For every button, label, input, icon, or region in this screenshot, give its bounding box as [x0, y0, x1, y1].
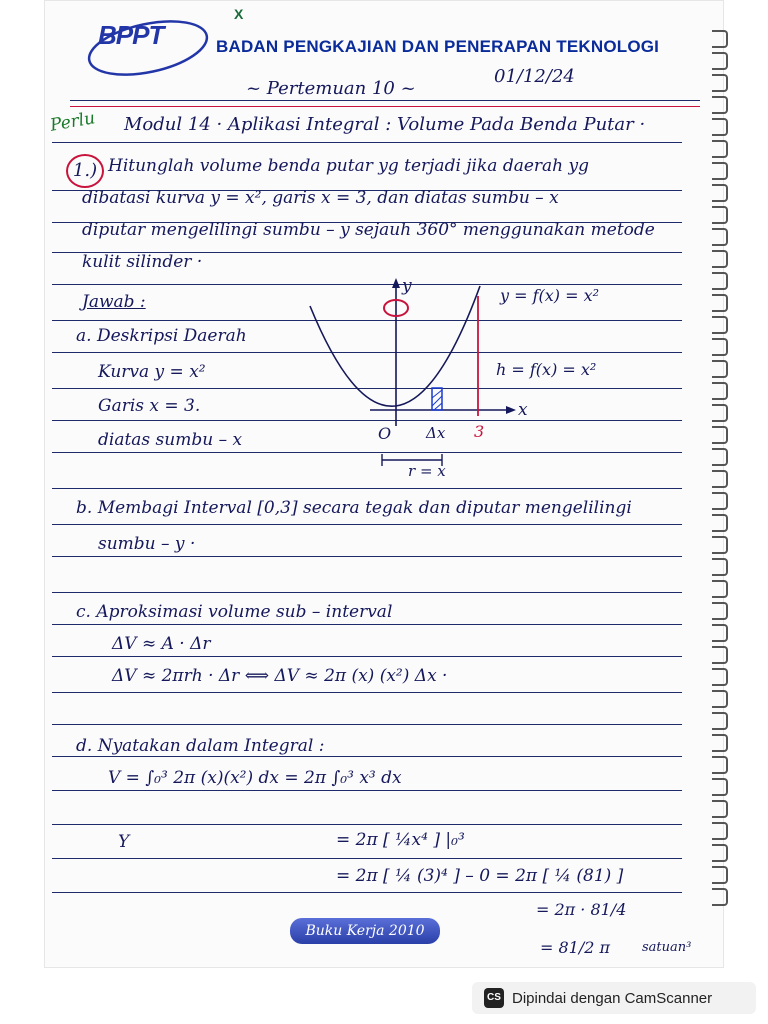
spiral-ring: [712, 316, 728, 334]
origin-label: O: [378, 424, 392, 443]
camscanner-watermark: [472, 982, 756, 1014]
problem-line: dibatasi kurva y = x², garis x = 3, dan diatas sumbu – x: [82, 188, 559, 208]
spiral-ring: [712, 756, 728, 774]
rule-line: [52, 892, 682, 893]
integral-line: = 2π [ ¼ (3)⁴ ] – 0 = 2π [ ¼ (81) ]: [336, 866, 624, 886]
spiral-ring: [712, 778, 728, 796]
spiral-ring: [712, 140, 728, 158]
spiral-ring: [712, 338, 728, 356]
radius-label: r = x: [408, 462, 446, 480]
rule-line: [52, 624, 682, 625]
institution-title: BADAN PENGKAJIAN DAN PENERAPAN TEKNOLOGI: [216, 37, 660, 56]
section-a-line: Kurva y = x²: [98, 362, 206, 382]
rule-line: [52, 824, 682, 825]
spiral-binding: [700, 30, 730, 930]
rule-line: [70, 100, 700, 101]
margin-rule-red: [70, 106, 700, 107]
spiral-ring: [712, 580, 728, 598]
y-axis-arrow-icon: [392, 278, 400, 288]
spiral-ring: [712, 96, 728, 114]
rule-line: [52, 488, 682, 489]
section-a-title: a. Deskripsi Daerah: [76, 326, 247, 346]
rule-line: [52, 142, 682, 143]
spiral-ring: [712, 52, 728, 70]
volume-unit: satuan³: [642, 940, 692, 955]
rule-line: [52, 556, 682, 557]
x-axis-label: x: [518, 400, 528, 420]
section-c-line: ΔV ≈ 2πrh · Δr ⟺ ΔV ≈ 2π (x) (x²) Δx ·: [112, 666, 448, 686]
spiral-ring: [712, 558, 728, 576]
spiral-ring: [712, 74, 728, 92]
spiral-ring: [712, 404, 728, 422]
spiral-ring: [712, 206, 728, 224]
spiral-ring: [712, 602, 728, 620]
spiral-ring: [712, 118, 728, 136]
spiral-ring: [712, 866, 728, 884]
spiral-ring: [712, 888, 728, 906]
camscanner-label: Dipindai dengan CamScanner: [512, 989, 713, 1007]
integral-line: = 2π [ ¼x⁴ ] |₀³: [336, 830, 465, 850]
spiral-ring: [712, 294, 728, 312]
dx-label: Δx: [426, 424, 446, 442]
spiral-ring: [712, 844, 728, 862]
logo-swoosh-icon: [84, 14, 214, 80]
notebook-page: [44, 0, 724, 968]
spiral-ring: [712, 690, 728, 708]
section-b-line: b. Membagi Interval [0,3] secara tegak dan diputar mengelilingi: [76, 498, 632, 518]
final-answer: = 81/2 π: [540, 938, 611, 957]
spiral-ring: [712, 184, 728, 202]
spiral-ring: [712, 536, 728, 554]
spiral-ring: [712, 800, 728, 818]
parabola-curve: [310, 286, 480, 406]
margin-note: Perlu: [48, 108, 97, 136]
spiral-ring: [712, 646, 728, 664]
note-date: 01/12/24: [494, 66, 575, 87]
spiral-ring: [712, 514, 728, 532]
section-c-line: ΔV ≈ A · Δr: [112, 634, 211, 654]
integral-line: V = ∫₀³ 2π (x)(x²) dx = 2π ∫₀³ x³ dx: [108, 768, 402, 788]
spiral-ring: [712, 712, 728, 730]
spiral-ring: [712, 822, 728, 840]
rule-line: [52, 858, 682, 859]
bppt-logo: BPPT: [98, 20, 164, 50]
rule-line: [52, 724, 682, 725]
integral-marker: Y: [118, 832, 130, 852]
curve-label: y = f(x) = x²: [500, 286, 600, 305]
height-label: h = f(x) = x²: [496, 360, 597, 379]
spiral-ring: [712, 162, 728, 180]
problem-line: kulit silinder ·: [82, 252, 203, 272]
problem-line: diputar mengelilingi sumbu – y sejauh 360° menggunakan metode: [82, 220, 655, 240]
section-d-title: d. Nyatakan dalam Integral :: [76, 736, 325, 756]
rule-line: [52, 756, 682, 757]
rule-line: [52, 790, 682, 791]
spiral-ring: [712, 30, 728, 48]
module-title: Modul 14 · Aplikasi Integral : Volume Pada Benda Putar ·: [124, 114, 646, 135]
x3-label: 3: [474, 422, 485, 441]
spiral-ring: [712, 668, 728, 686]
problem-line: Hitunglah volume benda putar yg terjadi jika daerah yg: [108, 156, 590, 176]
x-axis-arrow-icon: [506, 406, 516, 414]
spiral-ring: [712, 448, 728, 466]
spiral-ring: [712, 272, 728, 290]
spiral-ring: [712, 470, 728, 488]
section-a-line: diatas sumbu – x: [98, 430, 243, 450]
rule-line: [52, 592, 682, 593]
spiral-ring: [712, 228, 728, 246]
section-a-line: Garis x = 3.: [98, 396, 201, 416]
rule-line: [52, 656, 682, 657]
spiral-ring: [712, 492, 728, 510]
spiral-ring: [712, 382, 728, 400]
corner-mark: X: [234, 6, 244, 22]
spiral-ring: [712, 624, 728, 642]
spiral-ring: [712, 250, 728, 268]
y-axis-label: y: [402, 276, 412, 296]
spiral-ring: [712, 360, 728, 378]
answer-label: Jawab :: [82, 292, 146, 312]
camscanner-icon: CS: [484, 988, 504, 1008]
spiral-ring: [712, 734, 728, 752]
section-b-line: sumbu – y ·: [98, 534, 196, 554]
integral-line: = 2π · 81/4: [536, 900, 627, 919]
problem-number: 1.): [66, 154, 104, 188]
rule-line: [52, 524, 682, 525]
section-c-title: c. Aproksimasi volume sub – interval: [76, 602, 393, 622]
meeting-heading: ~ Pertemuan 10 ~: [246, 78, 416, 99]
notebook-footer-badge: Buku Kerja 2010: [290, 918, 440, 944]
rule-line: [52, 692, 682, 693]
spiral-ring: [712, 426, 728, 444]
